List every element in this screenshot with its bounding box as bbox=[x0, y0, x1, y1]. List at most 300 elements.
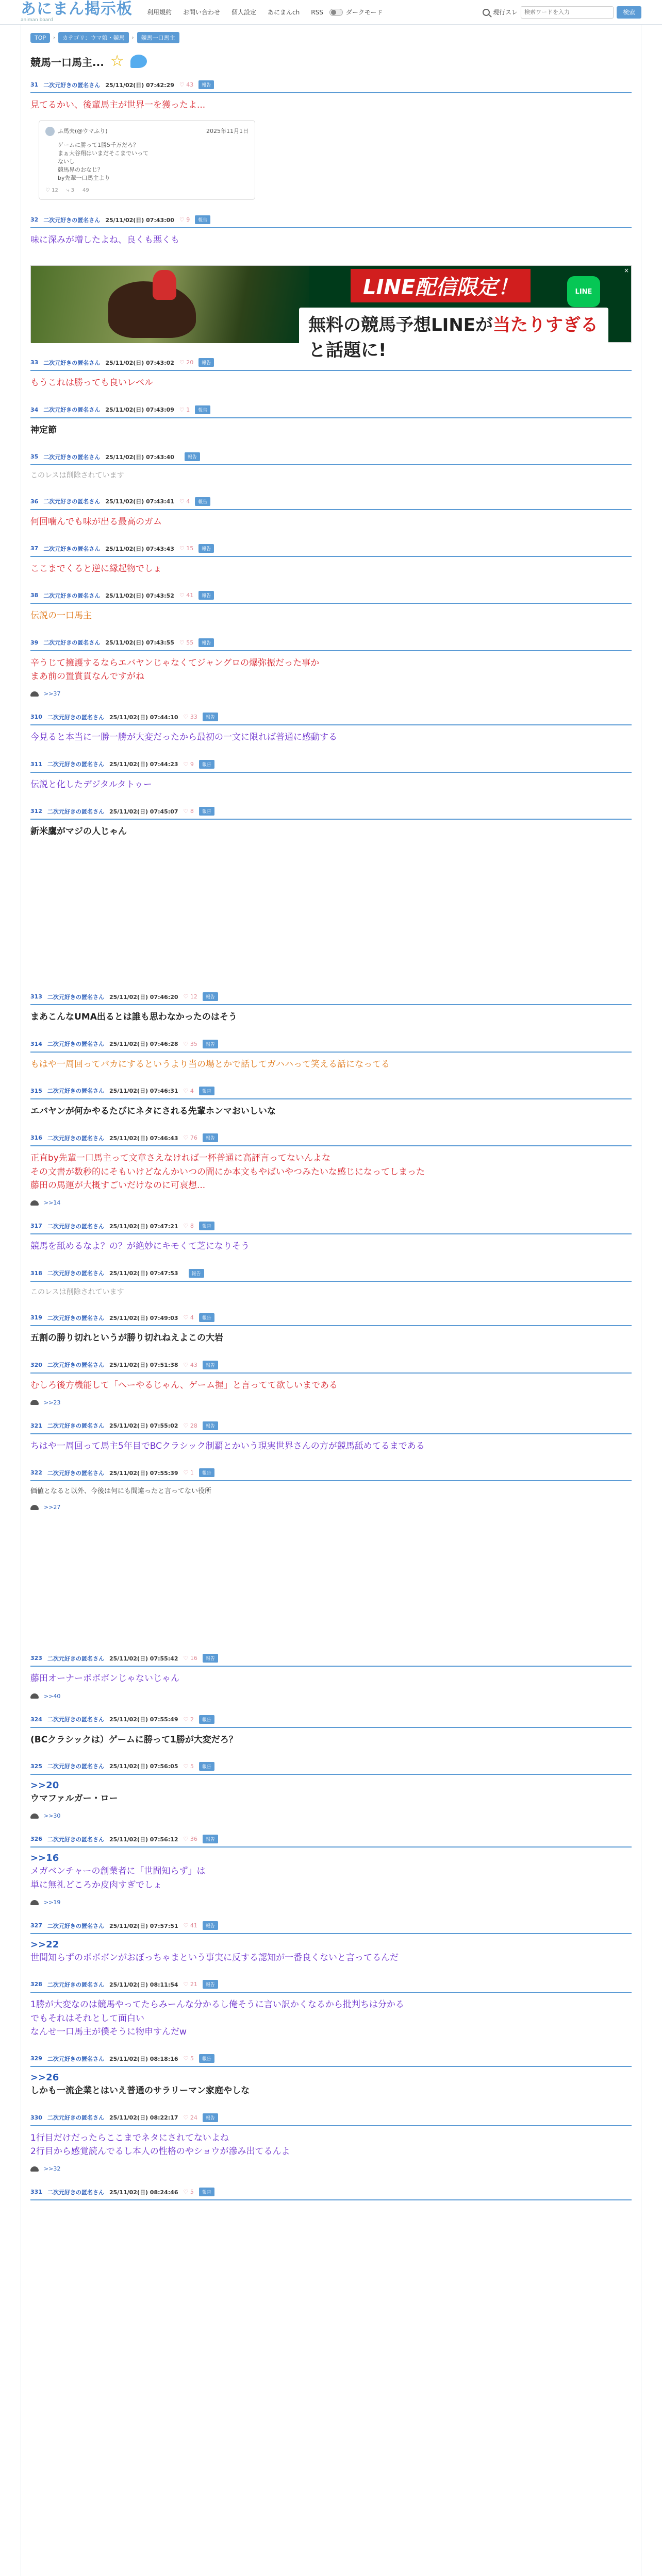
ad-subline-part: と話題に! bbox=[308, 340, 387, 361]
post-body: 価値となると以外、今後は何にも間違ったと言ってない役所 bbox=[30, 1487, 212, 1496]
toggle-knob bbox=[331, 10, 336, 15]
post-item bbox=[30, 80, 632, 200]
like-count[interactable]: ♡ 5 bbox=[183, 2055, 194, 2062]
post-header bbox=[30, 638, 632, 647]
report-button[interactable]: 報告 bbox=[203, 2113, 218, 2122]
post-header bbox=[30, 1762, 632, 1771]
post-item bbox=[30, 1421, 632, 1453]
logo-text: あにまん掲示板 bbox=[21, 0, 133, 18]
post-header bbox=[30, 1040, 632, 1048]
report-button[interactable]: 報告 bbox=[195, 497, 210, 506]
post-body: 五割の勝り切れというが勝り切れねえよこの大岩 bbox=[30, 1333, 223, 1344]
post-number[interactable]: 37 bbox=[30, 545, 39, 552]
breadcrumb-thread[interactable]: 競馬一口馬主 bbox=[137, 32, 179, 43]
post-body: 味に深みが増したよね、良くも悪くも bbox=[30, 235, 179, 246]
post-divider bbox=[30, 1727, 632, 1728]
like-count[interactable]: ♡ 15 bbox=[179, 545, 194, 552]
poster-name: 二次元好きの匿名さん bbox=[47, 2114, 104, 2122]
post-number[interactable]: 325 bbox=[30, 1762, 42, 1770]
ad-close-icon[interactable]: × bbox=[623, 267, 629, 275]
poster-name: 二次元好きの匿名さん bbox=[43, 639, 101, 647]
post-number[interactable]: 324 bbox=[30, 1716, 42, 1723]
post-date: 25/11/02(日) 07:43:02 bbox=[105, 359, 174, 366]
reply-row bbox=[30, 1693, 632, 1700]
post-header bbox=[30, 1715, 632, 1724]
report-button[interactable]: 報告 bbox=[198, 591, 214, 600]
post-header bbox=[30, 1835, 632, 1843]
report-button[interactable]: 報告 bbox=[189, 1269, 204, 1278]
post-date: 25/11/02(日) 08:24:46 bbox=[109, 2189, 178, 2196]
post-body: 伝説の一口馬主 bbox=[30, 611, 92, 621]
post-header bbox=[30, 405, 632, 414]
reply-icon bbox=[30, 1814, 39, 1819]
report-button[interactable]: 報告 bbox=[199, 1468, 214, 1477]
post-number[interactable]: 322 bbox=[30, 1469, 42, 1477]
post-date: 25/11/02(日) 07:46:31 bbox=[109, 1088, 178, 1095]
search-box bbox=[483, 6, 641, 19]
post-number[interactable]: 319 bbox=[30, 1314, 42, 1321]
post-divider bbox=[30, 1325, 632, 1326]
breadcrumb-separator: › bbox=[53, 35, 56, 41]
like-count[interactable]: ♡ 76 bbox=[183, 1134, 197, 1142]
tweet-author bbox=[45, 127, 108, 136]
report-button[interactable]: 報告 bbox=[199, 1222, 214, 1230]
post-date: 25/11/02(日) 07:51:38 bbox=[109, 1362, 178, 1369]
post-divider bbox=[30, 1281, 632, 1282]
report-button[interactable]: 報告 bbox=[199, 1762, 214, 1771]
post-date: 25/11/02(日) 07:57:51 bbox=[109, 1922, 178, 1929]
post-date: 25/11/02(日) 07:43:41 bbox=[105, 498, 174, 505]
post-list bbox=[30, 80, 632, 2200]
post-number[interactable]: 314 bbox=[30, 1040, 42, 1047]
search-input[interactable] bbox=[521, 6, 614, 19]
poster-name: 二次元好きの匿名さん bbox=[47, 1041, 104, 1047]
reply-link[interactable]: >>19 bbox=[44, 1899, 61, 1906]
like-count[interactable]: ♡ 41 bbox=[183, 1922, 197, 1929]
post-date: 25/11/02(日) 07:55:39 bbox=[109, 1469, 178, 1477]
reply-link[interactable]: >>14 bbox=[44, 1199, 61, 1207]
reply-row bbox=[30, 1812, 632, 1819]
post-date: 25/11/02(日) 07:56:12 bbox=[109, 1836, 178, 1843]
post-header bbox=[30, 807, 632, 816]
post-body: ウマファルガー・ロー bbox=[30, 1793, 118, 1804]
post-date: 25/11/02(日) 07:45:07 bbox=[109, 808, 178, 815]
post-number[interactable]: 318 bbox=[30, 1269, 42, 1277]
post-item bbox=[30, 1835, 632, 1906]
post-item bbox=[30, 1222, 632, 1253]
report-button[interactable]: 報告 bbox=[199, 760, 214, 769]
post-header bbox=[30, 80, 632, 89]
report-button[interactable]: 報告 bbox=[199, 1087, 214, 1095]
reply-icon bbox=[30, 1200, 39, 1206]
post-number[interactable]: 327 bbox=[30, 1922, 42, 1929]
post-date: 25/11/02(日) 07:43:43 bbox=[105, 545, 174, 552]
post-divider bbox=[30, 2199, 632, 2200]
post-header bbox=[30, 1921, 632, 1930]
tweet-body: ゲームに勝って1勝5千万だろ？ まぁ大谷翔はいまだそこまでいって ないし 競馬界のおなじ？ by先輩一口馬主より bbox=[58, 142, 148, 182]
post-date: 25/11/02(日) 07:43:09 bbox=[105, 406, 174, 414]
poster-name: 二次元好きの匿名さん bbox=[47, 1223, 104, 1230]
post-item bbox=[30, 405, 632, 437]
post-number[interactable]: 310 bbox=[30, 714, 42, 721]
post-body: (BCクラシックは）ゲームに勝って1勝が大変だろ？ bbox=[30, 1734, 238, 1745]
poster-name: 二次元好きの匿名さん bbox=[47, 1088, 104, 1095]
report-button[interactable]: 報告 bbox=[185, 452, 200, 461]
post-body: 藤田オーナーボボボンじゃないじゃん bbox=[30, 1673, 179, 1684]
post-header bbox=[30, 215, 632, 224]
poster-name: 二次元好きの匿名さん bbox=[43, 498, 101, 505]
post-date: 25/11/02(日) 07:42:29 bbox=[105, 81, 174, 89]
breadcrumb-top[interactable]: TOP bbox=[30, 33, 50, 43]
poster-name: 二次元好きの匿名さん bbox=[47, 808, 104, 815]
like-count[interactable]: ♡ 43 bbox=[183, 1361, 197, 1368]
like-count[interactable]: ♡ 55 bbox=[179, 639, 194, 646]
post-item bbox=[30, 1762, 632, 1819]
poster-name: 二次元好きの匿名さん bbox=[47, 1469, 104, 1477]
post-date: 25/11/02(日) 07:55:42 bbox=[109, 1655, 178, 1662]
poster-name: 二次元好きの匿名さん bbox=[47, 1270, 104, 1277]
nav-rss-link[interactable]: RSS bbox=[311, 8, 323, 16]
post-divider bbox=[30, 1992, 632, 1993]
like-count[interactable]: ♡ 33 bbox=[183, 714, 197, 721]
post-number[interactable]: 329 bbox=[30, 2055, 42, 2062]
nav-animanch-link[interactable]: あにまんch bbox=[268, 9, 300, 16]
tweet-author-name: ふ馬夫(@ウマふり) bbox=[58, 128, 108, 135]
ad-copy bbox=[299, 269, 608, 361]
post-date: 25/11/02(日) 07:46:28 bbox=[109, 1041, 178, 1047]
like-count[interactable]: ♡ 8 bbox=[183, 1223, 194, 1230]
post-body: 何回噛んでも味が出る最高のガム bbox=[30, 516, 162, 527]
reply-anchor-link[interactable]: >>26 bbox=[30, 2072, 59, 2083]
post-header bbox=[30, 1133, 632, 1142]
post-divider bbox=[30, 1933, 632, 1934]
reply-link[interactable]: >>23 bbox=[44, 1399, 61, 1406]
post-body: もうこれは勝っても良いレベル bbox=[30, 378, 153, 388]
post-item bbox=[30, 1133, 632, 1206]
like-count[interactable]: ♡ 8 bbox=[183, 808, 194, 815]
post-item bbox=[30, 2054, 632, 2097]
like-count[interactable]: ♡ 35 bbox=[183, 1040, 197, 1047]
search-button[interactable]: 検索 bbox=[617, 6, 641, 19]
post-item bbox=[30, 215, 632, 247]
reply-anchor-link[interactable]: >>22 bbox=[30, 1939, 59, 1950]
reply-link[interactable]: >>37 bbox=[44, 690, 61, 698]
ad-subline-part: 無料の競馬予想LINEが bbox=[308, 315, 493, 336]
post-header bbox=[30, 1654, 632, 1663]
post-header bbox=[30, 992, 632, 1001]
tweet-view-count: 49 bbox=[82, 188, 89, 194]
report-button[interactable]: 報告 bbox=[195, 405, 210, 414]
thread-title-row bbox=[30, 54, 632, 69]
post-number[interactable]: 326 bbox=[30, 1836, 42, 1843]
like-count[interactable]: ♡ 28 bbox=[183, 1422, 197, 1429]
post-number[interactable]: 311 bbox=[30, 760, 42, 768]
tweet-like-count[interactable]: ♡ 12 bbox=[45, 188, 58, 194]
reply-link[interactable]: >>32 bbox=[44, 2165, 61, 2173]
tweet-footer bbox=[45, 188, 249, 193]
post-body: もはや一周回ってバカにするというより当の場とかで話してガハハって笑える話になってる bbox=[30, 1059, 390, 1070]
post-date: 25/11/02(日) 08:11:54 bbox=[109, 1981, 178, 1988]
report-button[interactable]: 報告 bbox=[203, 1361, 218, 1369]
post-body: 1勝が大変なのは競馬やってたらみーんな分かるし俺そうに言い訳かくなるから批判ちは分かる でもそれはそれとして面白い なんせ一口馬主が僕そうに物申すんだw bbox=[30, 1999, 404, 2038]
like-count[interactable]: ♡ 12 bbox=[183, 993, 197, 1001]
toggle-switch[interactable] bbox=[329, 9, 343, 16]
report-button[interactable]: 報告 bbox=[195, 215, 210, 224]
like-count[interactable]: ♡ 21 bbox=[183, 1981, 197, 1988]
poster-name: 二次元好きの匿名さん bbox=[47, 1362, 104, 1369]
post-item bbox=[30, 760, 632, 791]
post-divider bbox=[30, 1433, 632, 1434]
twitter-share-icon[interactable] bbox=[130, 55, 147, 68]
post-number[interactable]: 328 bbox=[30, 1981, 42, 1988]
like-count[interactable]: ♡ 4 bbox=[183, 1087, 194, 1094]
post-body: ここまでくると逆に縁起物でしょ bbox=[30, 564, 162, 574]
page-title: 競馬一口馬主... bbox=[30, 56, 104, 69]
search-scope[interactable]: 現行スレ bbox=[492, 9, 518, 16]
post-header bbox=[30, 1222, 632, 1230]
post-divider bbox=[30, 464, 632, 465]
poster-name: 二次元好きの匿名さん bbox=[47, 993, 104, 1001]
reply-link[interactable]: >>40 bbox=[44, 1692, 61, 1700]
post-number[interactable]: 36 bbox=[30, 498, 39, 505]
post-item bbox=[30, 1361, 632, 1406]
post-divider bbox=[30, 1666, 632, 1667]
post-divider bbox=[30, 1052, 632, 1053]
like-count[interactable]: ♡ 24 bbox=[183, 2114, 197, 2121]
reply-row bbox=[30, 2165, 632, 2172]
report-button[interactable]: 報告 bbox=[203, 713, 218, 721]
post-header bbox=[30, 713, 632, 721]
post-body: ちはや一周回って馬主5年目でBCクラシック制覇とかいう現実世界さんの方が競馬舐めてるまである bbox=[30, 1440, 425, 1451]
post-divider bbox=[30, 1233, 632, 1234]
report-button[interactable]: 報告 bbox=[203, 1921, 218, 1930]
report-button[interactable]: 報告 bbox=[203, 1835, 218, 1843]
report-button[interactable]: 報告 bbox=[199, 1715, 214, 1724]
post-date: 25/11/02(日) 07:49:03 bbox=[109, 1314, 178, 1321]
reply-icon bbox=[30, 1693, 39, 1699]
post-header bbox=[30, 760, 632, 769]
reply-row bbox=[30, 690, 632, 697]
breadcrumb-category[interactable]: カテゴリ：ウマ娘・競馬 bbox=[58, 32, 129, 43]
post-divider bbox=[30, 92, 632, 93]
thread-main bbox=[21, 25, 641, 2576]
report-button[interactable]: 報告 bbox=[203, 1133, 218, 1142]
report-button[interactable]: 報告 bbox=[199, 2188, 214, 2196]
poster-name: 二次元好きの匿名さん bbox=[47, 714, 104, 721]
like-count[interactable]: ♡ 20 bbox=[179, 359, 194, 366]
report-button[interactable]: 報告 bbox=[203, 1040, 218, 1048]
poster-name: 二次元好きの匿名さん bbox=[47, 1314, 104, 1321]
poster-name: 二次元好きの匿名さん bbox=[47, 1422, 104, 1430]
reply-row bbox=[30, 1199, 632, 1206]
dark-mode-label: ダークモード bbox=[345, 9, 383, 16]
post-item bbox=[30, 544, 632, 575]
post-item bbox=[30, 1040, 632, 1071]
like-count[interactable]: ♡ 36 bbox=[183, 1836, 197, 1843]
post-divider bbox=[30, 1846, 632, 1848]
like-count[interactable]: ♡ 4 bbox=[179, 498, 190, 505]
like-count[interactable]: ♡ 5 bbox=[183, 2189, 194, 2196]
post-number[interactable]: 312 bbox=[30, 808, 42, 815]
like-count[interactable]: ♡ 9 bbox=[183, 760, 194, 768]
post-item bbox=[30, 807, 632, 977]
post-header bbox=[30, 544, 632, 553]
post-divider bbox=[30, 370, 632, 371]
report-button[interactable]: 報告 bbox=[198, 544, 214, 553]
site-header bbox=[0, 0, 662, 25]
poster-name: 二次元好きの匿名さん bbox=[47, 761, 104, 768]
report-button[interactable]: 報告 bbox=[203, 1980, 218, 1989]
post-number[interactable]: 31 bbox=[30, 81, 39, 88]
like-count[interactable]: ♡ 2 bbox=[183, 1716, 194, 1723]
reply-icon bbox=[30, 2166, 39, 2172]
poster-name: 二次元好きの匿名さん bbox=[47, 1836, 104, 1843]
post-number[interactable]: 316 bbox=[30, 1134, 42, 1142]
post-divider bbox=[30, 2125, 632, 2126]
post-body: 正直by先輩一口馬主って文章さえなければ一杯普通に高評言ってないんよな その文書が数秒的にそもいけどなんかいつの間にか本文もやばいやつみたいな感じになってしまった 藤田の馬運が大概すごいだけなのに可哀想... bbox=[30, 1153, 425, 1191]
post-header bbox=[30, 1087, 632, 1095]
ad-jockey-image bbox=[153, 270, 176, 300]
post-body: 見てるかい、後輩馬主が世界一を獲ったよ... bbox=[30, 100, 206, 110]
post-body: 競馬を舐めるなよ？の？が絶妙にキモくて芝になりそう bbox=[30, 1241, 250, 1252]
tweet-retweet-count[interactable]: ⤷ 3 bbox=[66, 188, 75, 194]
nav-contact-link[interactable]: お問い合わせ bbox=[183, 9, 221, 16]
report-button[interactable]: 報告 bbox=[199, 1313, 214, 1322]
post-header bbox=[30, 1468, 632, 1477]
post-item bbox=[30, 638, 632, 698]
post-divider bbox=[30, 509, 632, 510]
like-count[interactable]: ♡ 1 bbox=[179, 406, 190, 413]
post-date: 25/11/02(日) 07:43:40 bbox=[105, 453, 174, 461]
report-button[interactable]: 報告 bbox=[203, 1654, 218, 1663]
reply-icon bbox=[30, 1900, 39, 1905]
reply-row bbox=[30, 1504, 632, 1511]
poster-name: 二次元好きの匿名さん bbox=[47, 2055, 104, 2062]
nav-terms-link[interactable]: 利用規約 bbox=[147, 9, 172, 16]
post-divider bbox=[30, 1098, 632, 1099]
poster-name: 二次元好きの匿名さん bbox=[47, 2189, 104, 2196]
embedded-tweet-card[interactable] bbox=[39, 120, 255, 200]
post-header bbox=[30, 1421, 632, 1430]
post-divider bbox=[30, 2066, 632, 2067]
reply-anchor-link[interactable]: >>20 bbox=[30, 1780, 59, 1791]
post-divider bbox=[30, 1145, 632, 1146]
post-divider bbox=[30, 556, 632, 557]
report-button[interactable]: 報告 bbox=[199, 807, 214, 816]
post-number[interactable]: 33 bbox=[30, 359, 39, 366]
poster-name: 二次元好きの匿名さん bbox=[43, 81, 101, 89]
post-date: 25/11/02(日) 07:56:05 bbox=[109, 1763, 178, 1770]
post-divider bbox=[30, 1004, 632, 1005]
reply-row bbox=[30, 1399, 632, 1406]
report-button[interactable]: 報告 bbox=[203, 1421, 218, 1430]
post-number[interactable]: 38 bbox=[30, 592, 39, 599]
favorite-star-icon[interactable]: ☆ bbox=[110, 52, 124, 70]
post-number[interactable]: 35 bbox=[30, 453, 39, 461]
line-app-icon: LINE bbox=[567, 276, 600, 307]
post-header bbox=[30, 497, 632, 506]
reply-anchor-link[interactable]: >>16 bbox=[30, 1853, 59, 1864]
post-date: 25/11/02(日) 08:18:16 bbox=[109, 2055, 178, 2062]
post-divider bbox=[30, 772, 632, 773]
post-number[interactable]: 320 bbox=[30, 1361, 42, 1368]
report-button[interactable]: 報告 bbox=[198, 80, 214, 89]
top-nav bbox=[147, 8, 323, 16]
post-header bbox=[30, 591, 632, 600]
report-button[interactable]: 報告 bbox=[199, 2054, 214, 2063]
post-date: 25/11/02(日) 07:43:52 bbox=[105, 592, 174, 599]
poster-name: 二次元好きの匿名さん bbox=[43, 545, 101, 552]
dark-mode-toggle[interactable] bbox=[329, 8, 383, 16]
post-body: しかも一流企業とはいえ普通のサラリーマン家庭やしな bbox=[30, 2086, 250, 2096]
post-number[interactable]: 39 bbox=[30, 639, 39, 646]
post-item bbox=[30, 1654, 632, 1699]
reply-icon bbox=[30, 1505, 39, 1510]
post-number[interactable]: 331 bbox=[30, 2189, 42, 2196]
reply-link[interactable]: >>30 bbox=[44, 1812, 61, 1820]
post-number[interactable]: 32 bbox=[30, 216, 39, 224]
reply-icon bbox=[30, 691, 39, 697]
post-item bbox=[30, 1980, 632, 2039]
post-number[interactable]: 34 bbox=[30, 406, 39, 413]
breadcrumb-separator: › bbox=[131, 35, 134, 41]
post-body: メガベンチャーの創業者に「世間知らず」は 単に無礼どころか皮肉すぎでしょ bbox=[30, 1866, 206, 1890]
like-count[interactable]: ♡ 16 bbox=[183, 1655, 197, 1662]
post-item bbox=[30, 1087, 632, 1118]
report-button[interactable]: 報告 bbox=[198, 358, 214, 367]
post-number[interactable]: 317 bbox=[30, 1223, 42, 1230]
post-number[interactable]: 321 bbox=[30, 1422, 42, 1429]
post-number[interactable]: 315 bbox=[30, 1087, 42, 1094]
post-date: 25/11/02(日) 07:43:55 bbox=[105, 639, 174, 647]
poster-name: 二次元好きの匿名さん bbox=[47, 1655, 104, 1662]
breadcrumb bbox=[30, 32, 632, 43]
post-divider bbox=[30, 1372, 632, 1374]
post-date: 25/11/02(日) 07:46:20 bbox=[109, 993, 178, 1001]
post-body: 神定節 bbox=[30, 425, 57, 435]
post-header bbox=[30, 2113, 632, 2122]
post-divider bbox=[30, 227, 632, 228]
like-count[interactable]: ♡ 41 bbox=[179, 592, 194, 599]
poster-name: 二次元好きの匿名さん bbox=[43, 453, 101, 461]
reply-link[interactable]: >>27 bbox=[44, 1504, 61, 1511]
post-item bbox=[30, 992, 632, 1024]
post-number[interactable]: 323 bbox=[30, 1655, 42, 1662]
like-count[interactable]: ♡ 5 bbox=[183, 1762, 194, 1770]
like-count[interactable]: ♡ 1 bbox=[183, 1469, 194, 1477]
post-item bbox=[30, 591, 632, 622]
post-body: 伝説と化したデジタルタトゥー bbox=[30, 779, 152, 790]
post-item bbox=[30, 1921, 632, 1964]
ad-headline: LINE配信限定！ bbox=[351, 269, 531, 302]
post-item bbox=[30, 2113, 632, 2173]
like-count[interactable]: ♡ 9 bbox=[179, 216, 190, 224]
ad-subline bbox=[299, 308, 608, 364]
post-date: 25/11/02(日) 07:47:53 bbox=[109, 1270, 178, 1277]
ad-banner[interactable] bbox=[30, 265, 632, 361]
report-button[interactable]: 報告 bbox=[203, 992, 218, 1001]
like-count[interactable]: ♡ 4 bbox=[183, 1314, 194, 1321]
report-button[interactable]: 報告 bbox=[198, 638, 214, 647]
site-logo[interactable] bbox=[21, 2, 133, 23]
post-number[interactable]: 330 bbox=[30, 2114, 42, 2121]
post-number[interactable]: 313 bbox=[30, 993, 42, 1001]
post-body: エバヤンが何かやるたびにネタにされる先輩ホンマおいしいな bbox=[30, 1106, 276, 1116]
post-body: このレスは削除されています bbox=[30, 1287, 124, 1296]
post-date: 25/11/02(日) 07:46:43 bbox=[109, 1134, 178, 1142]
like-count[interactable]: ♡ 43 bbox=[179, 81, 194, 88]
nav-settings-link[interactable]: 個人設定 bbox=[231, 9, 257, 16]
